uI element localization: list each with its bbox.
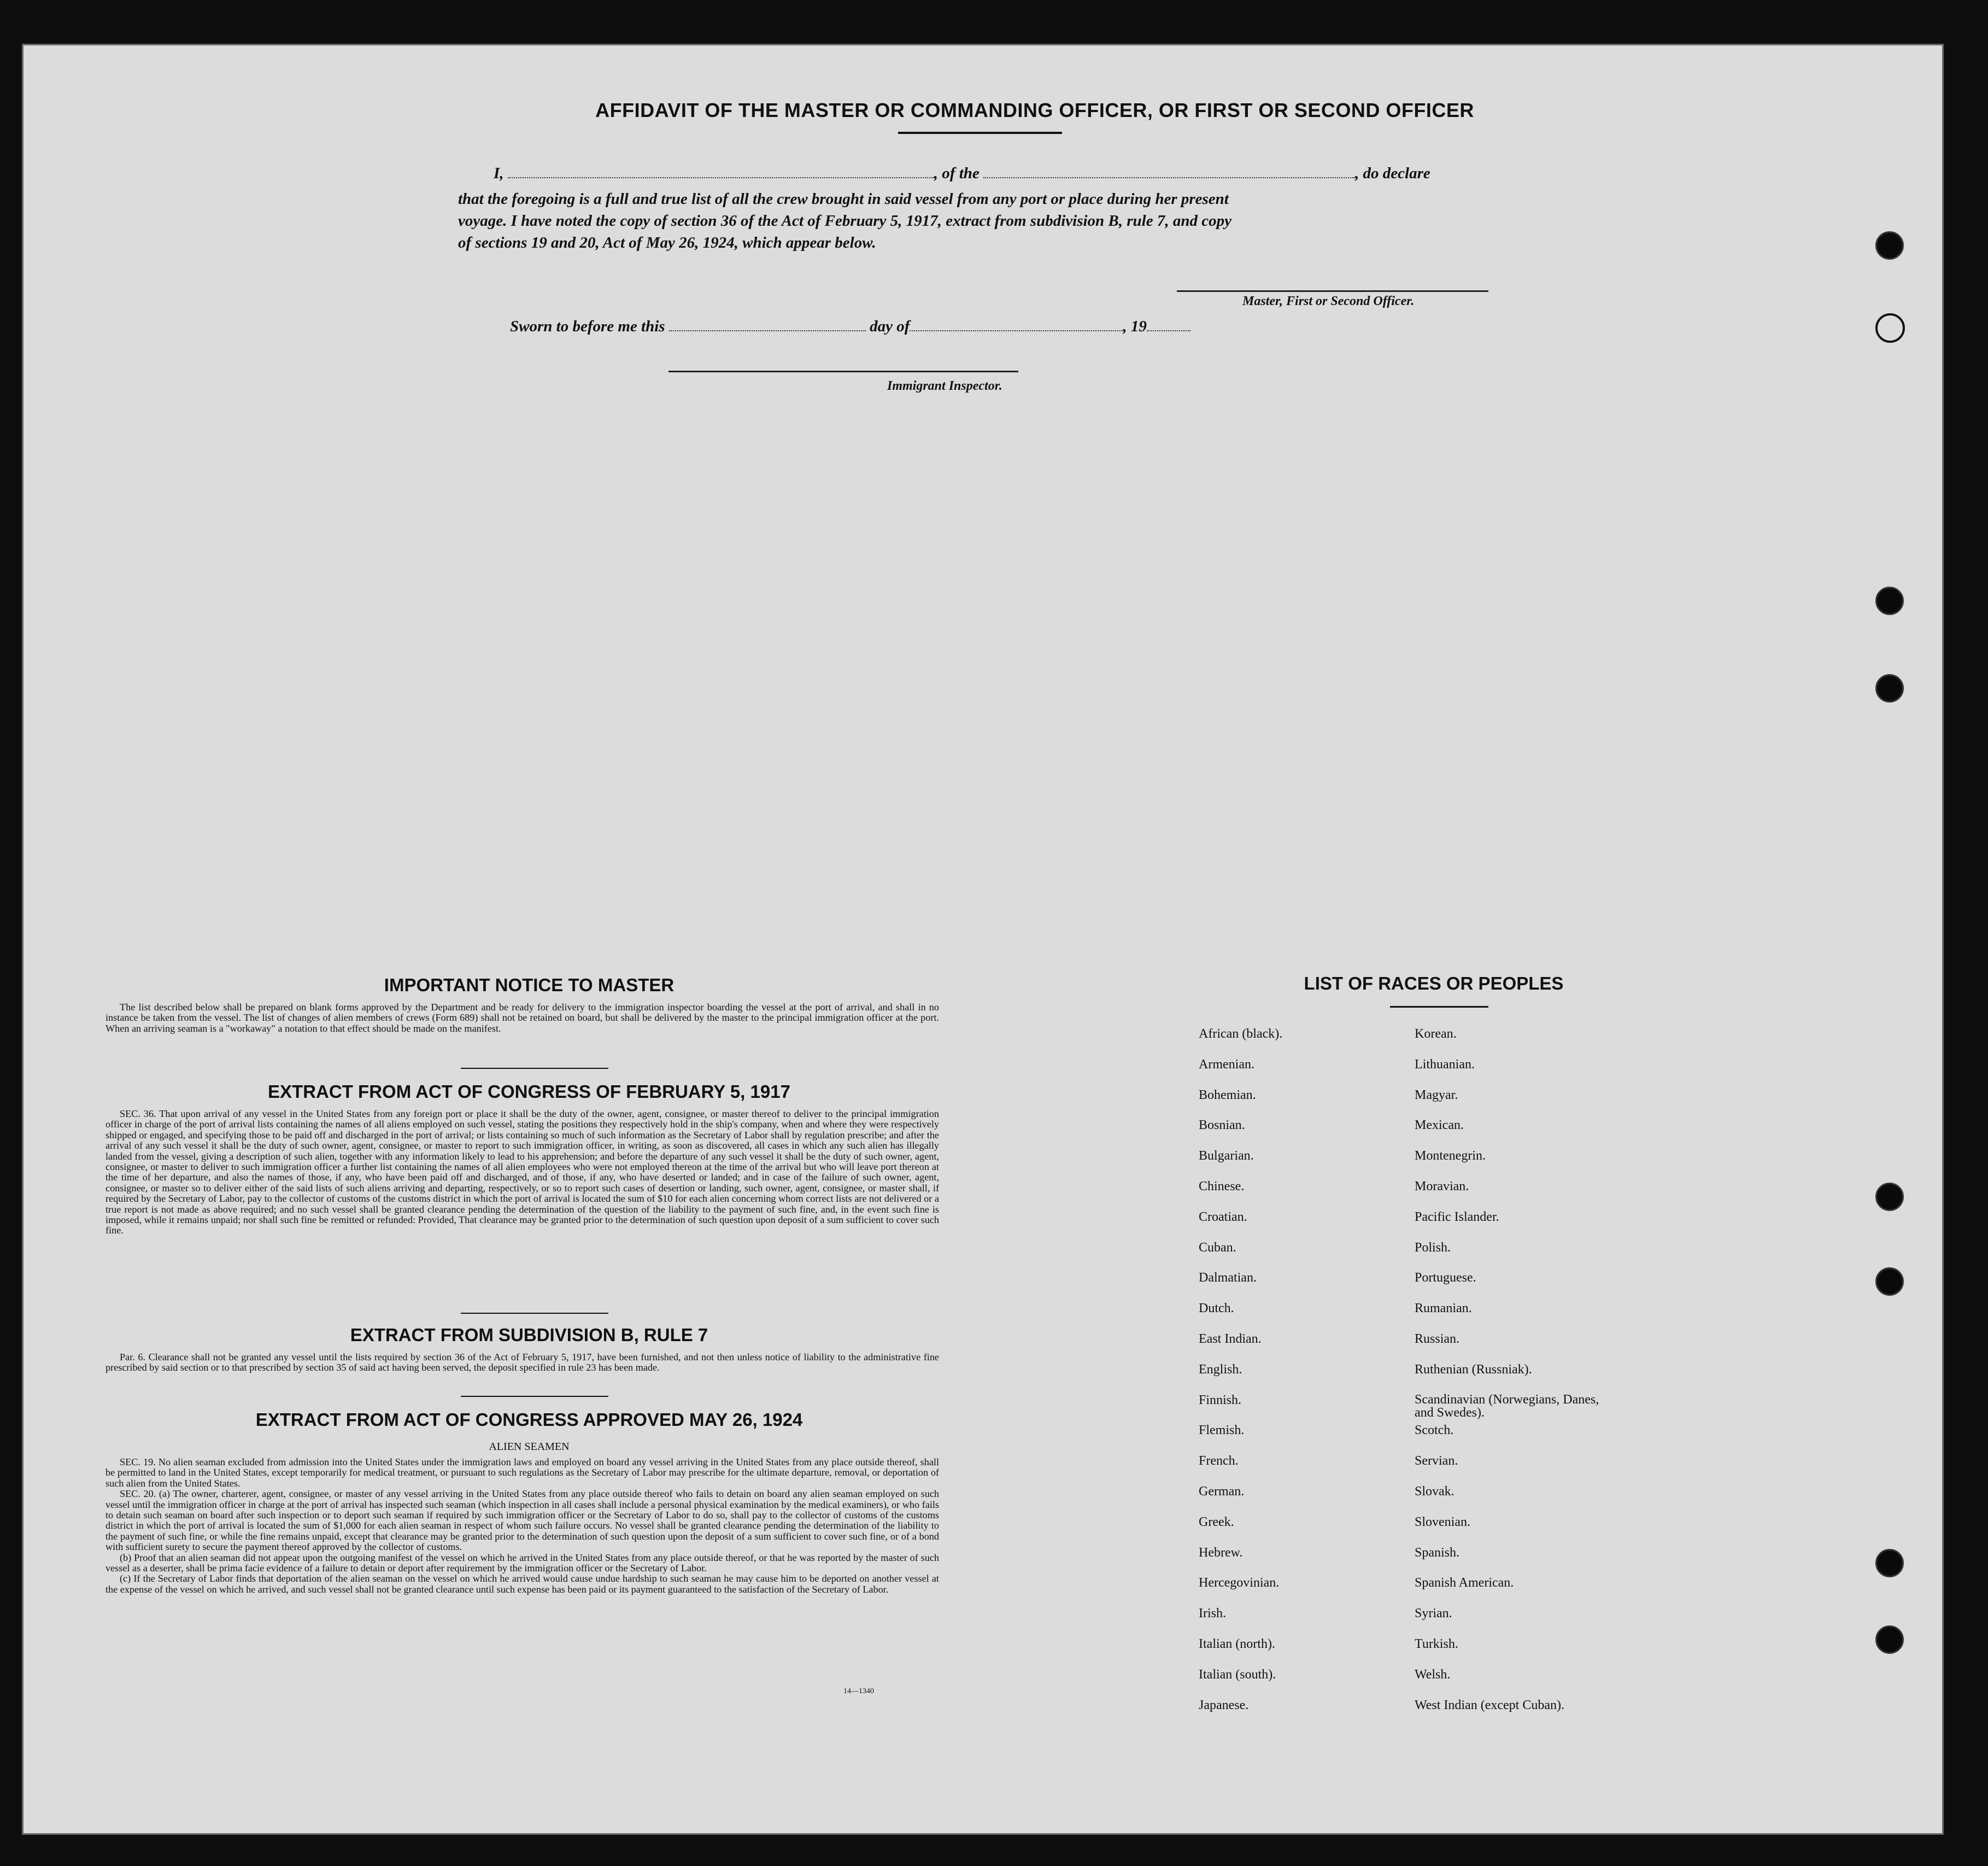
race-item: Chinese. xyxy=(1199,1179,1245,1194)
race-item: Spanish. xyxy=(1415,1545,1460,1560)
race-item: German. xyxy=(1199,1484,1245,1499)
race-item: Bulgarian. xyxy=(1199,1149,1254,1163)
races-title-rule xyxy=(1390,1006,1488,1008)
punch-hole xyxy=(1875,587,1904,615)
sec20b-paragraph: (b) Proof that an alien seaman did not appear upon the outgoing manifest of the vessel on which he arrived in the United States from any place outside thereof, or that he was reported by the master of such vessel as a deserter, shall be prima facie evidence of a failure to detain or deport after requirement by the immigration officer or the Secretary of Labor. xyxy=(105,1552,939,1574)
sworn-line xyxy=(510,318,1191,336)
sworn-month-field[interactable] xyxy=(910,330,1123,331)
race-item: Japanese. xyxy=(1199,1698,1249,1712)
race-item: Armenian. xyxy=(1199,1057,1254,1072)
punch-hole xyxy=(1875,674,1904,703)
race-item: Turkish. xyxy=(1415,1636,1458,1651)
race-item: Hercegovinian. xyxy=(1199,1576,1280,1590)
punch-hole xyxy=(1875,231,1904,260)
race-item: Scotch. xyxy=(1415,1423,1454,1438)
affidavit-i-label: I, xyxy=(494,165,504,182)
race-item: French. xyxy=(1199,1454,1239,1469)
race-item: Croatian. xyxy=(1199,1209,1247,1224)
race-item: Slovenian. xyxy=(1415,1514,1470,1529)
affidavit-title: AFFIDAVIT OF THE MASTER OR COMMANDING OFFICER, OR FIRST OR SECOND OFFICER xyxy=(595,99,1474,121)
sworn-day-field[interactable] xyxy=(669,330,866,331)
sec19-paragraph: SEC. 19. No alien seaman excluded from admission into the United States under the immigration laws and employed on board any vessel arriving in the United States from any place outside thereof, shall be permitted to land in the United States, except temporarily for medical treatment, or pursuant to such regulations as the Secretary of Labor may prescribe for the ultimate departure, removal, or deportation of such alien from the United States. xyxy=(105,1456,939,1489)
race-item: Magyar. xyxy=(1415,1087,1458,1102)
race-item: Dutch. xyxy=(1199,1301,1234,1316)
section-rule xyxy=(461,1068,608,1069)
race-item: East Indian. xyxy=(1199,1331,1262,1346)
extract-rule7-text xyxy=(105,1352,939,1373)
race-item: Syrian. xyxy=(1415,1606,1452,1621)
master-signature-line[interactable] xyxy=(1177,290,1488,292)
sec20c-paragraph: (c) If the Secretary of Labor finds that deportation of the alien seaman on the vessel on which he arrived would cause undue hardship to such seaman he may cause him to be deported on another vessel at the expense of the vessel on which he arrived, and such vessel shall not be granted clearance until such expense has been paid or its payment guaranteed to the satisfaction of the Secretary of Labor. xyxy=(105,1573,939,1595)
extract-1917-text xyxy=(105,1109,939,1236)
race-item: Dalmatian. xyxy=(1199,1271,1257,1285)
sec36-paragraph: SEC. 36. That upon arrival of any vessel in the United States from any foreign port or place it shall be the duty of the owner, agent, consignee, or master thereof to deliver to the principal immigration officer in charge of the port of arrival lists containing the names of all aliens employed on such vessel, stating the positions they respectively hold in the ship's company, when and where they were respectively shipped or engaged, and specifying those to be paid off and discharged in the port of arrival; or lists containing so much of such information as the Secretary of Labor shall by regulation prescribe; and after the arrival of any such vessel it shall be the duty of such owner, agent, consignee, or master to report to such immigration officer, in writing, as soon as discovered, all cases in which any such alien has illegally landed from the vessel, giving a description of such alien, together with any information likely to lead to his apprehension; and before the departure of any such vessel it shall be the duty of such owner, agent, consignee, or master to deliver to such immigration officer a further list containing the names of all alien employees who were not employed thereon at the time of the arrival but who will leave port thereon at the time of her departure, and also the names of those, if any, who have been paid off and discharged, and of those, if any, who have deserted or landed; and in case of the failure of such owner, agent, consignee, or master so to deliver either of the said lists of such aliens arriving and departing, respectively, or so to report such cases of desertion or landing, such owner, agent, consignee, or master shall, if required by the Secretary of Labor, pay to the collector of customs of the customs district in which the port of arrival is located the sum of $10 for each alien concerning whom correct lists are not delivered or a true report is not made as above required; and no such vessel shall be granted clearance pending the determination of the question of the liability to the payment of such fine, and, in the event such fine is imposed, while it remains unpaid; nor shall such fine be remitted or refunded: Provided, That clearance may be granted prior to the determination of such question upon deposit of a sum sufficient to cover such fine. xyxy=(105,1108,939,1236)
sworn-year-field[interactable] xyxy=(1147,330,1191,331)
races-left-column xyxy=(1199,1027,1406,1728)
race-item: Bohemian. xyxy=(1199,1087,1256,1102)
races-title: LIST OF RACES OR PEOPLES xyxy=(1304,973,1564,993)
race-item: English. xyxy=(1199,1362,1242,1377)
race-item: Irish. xyxy=(1199,1606,1226,1621)
race-item: Bosnian. xyxy=(1199,1118,1245,1133)
race-item: Montenegrin. xyxy=(1415,1149,1486,1163)
race-item: Hebrew. xyxy=(1199,1545,1243,1560)
race-item: Servian. xyxy=(1415,1454,1458,1469)
race-item: Lithuanian. xyxy=(1415,1057,1475,1072)
title-rule xyxy=(898,132,1062,134)
race-item: Cuban. xyxy=(1199,1240,1236,1255)
race-item: Flemish. xyxy=(1199,1423,1245,1438)
affidavit-declare-label: , do declare xyxy=(1355,165,1430,182)
races-right-column xyxy=(1415,1027,1644,1728)
affidavit-declaration-line xyxy=(494,165,1430,183)
race-item: West Indian (except Cuban). xyxy=(1415,1698,1564,1712)
race-item: Portuguese. xyxy=(1415,1271,1476,1285)
punch-hole xyxy=(1875,313,1905,343)
section-rule xyxy=(461,1313,608,1314)
race-item: Greek. xyxy=(1199,1514,1234,1529)
affidavit-text-line: of sections 19 and 20, Act of May 26, 1924, which appear below. xyxy=(458,234,876,251)
vessel-field[interactable] xyxy=(983,177,1355,178)
notice-text xyxy=(105,1002,939,1034)
extract-1924-title: EXTRACT FROM ACT OF CONGRESS APPROVED MAY 26, 1924 xyxy=(255,1409,803,1430)
notice-paragraph: The list described below shall be prepared on blank forms approved by the Department and be ready for delivery to the immigration inspector boarding the vessel at the port of arrival, and shall in no instance be taken from the vessel. The list of changes of alien members of crews (Form 689) shall not be retained on board, but shall be delivered by the master to the principal immigration officer at the port. When an arriving seaman is a "workaway" a notation to that effect should be made on the manifest. xyxy=(105,1002,939,1034)
race-item: Polish. xyxy=(1415,1240,1451,1255)
inspector-caption: Immigrant Inspector. xyxy=(887,379,1002,393)
extract-1924-text xyxy=(105,1457,939,1595)
punch-hole xyxy=(1875,1267,1904,1296)
notice-title: IMPORTANT NOTICE TO MASTER xyxy=(384,975,675,995)
sec20a-paragraph: SEC. 20. (a) The owner, charterer, agent, consignee, or master of any vessel arriving in the United States from any place outside thereof who fails to detain on board any alien seaman employed on such vessel until the immigration officer in charge at the port of arrival has inspected such seaman (which inspection in all cases shall include a personal physical examination by the medical examiners), or who fails to detain such seaman on board after such inspection or to deport such seaman if required by such immigration officer or the Secretary of Labor to do so, shall pay to the collector of customs of the customs district in which the port of arrival is located the sum of $1,000 for each alien seaman in respect of whom such failure occurs. No vessel shall be granted clearance pending the determination of the liability to the payment of such fine, or while the fine remains unpaid, except that clearance may be granted prior to the determination of such question upon the deposit of a sum sufficient to cover such fine, or of a bond with sufficient surety to secure the payment thereof approved by the collector of customs. xyxy=(105,1488,939,1553)
name-field[interactable] xyxy=(508,177,934,178)
day-of-label: day of xyxy=(870,318,910,335)
race-item: Italian (north). xyxy=(1199,1636,1275,1651)
race-item: Ruthenian (Russniak). xyxy=(1415,1362,1532,1377)
year-label: , 19 xyxy=(1123,318,1147,335)
affidavit-text-line: that the foregoing is a full and true list of all the crew brought in said vessel from any port or place during her present xyxy=(458,190,1229,208)
rule7-paragraph: Par. 6. Clearance shall not be granted any vessel until the lists required by section 36 of the Act of February 5, 1917, have been furnished, and not then unless notice of liability to the administrative fine prescribed by said section or to that prescribed by section 35 of said act having been served, the deposit specified in rule 23 has been made. xyxy=(105,1352,939,1373)
race-item: Korean. xyxy=(1415,1027,1457,1041)
race-item: Italian (south). xyxy=(1199,1667,1276,1682)
document-sheet xyxy=(22,44,1944,1835)
race-item: African (black). xyxy=(1199,1027,1283,1041)
affidavit-of-the-label: , of the xyxy=(934,165,980,182)
inspector-signature-line[interactable] xyxy=(668,371,1018,372)
race-item: Moravian. xyxy=(1415,1179,1469,1194)
affidavit-text-line: voyage. I have noted the copy of section 36 of the Act of February 5, 1917, extract from subdivision B, rule 7, and copy xyxy=(458,212,1231,230)
race-item: Slovak. xyxy=(1415,1484,1455,1499)
section-rule xyxy=(461,1396,608,1397)
punch-hole xyxy=(1875,1549,1904,1577)
alien-seamen-subtitle: ALIEN SEAMEN xyxy=(489,1441,570,1453)
race-item: Pacific Islander. xyxy=(1415,1209,1499,1224)
master-caption: Master, First or Second Officer. xyxy=(1242,294,1415,308)
sworn-label: Sworn to before me this xyxy=(510,318,665,335)
punch-hole xyxy=(1875,1625,1904,1654)
race-item: Spanish American. xyxy=(1415,1576,1514,1590)
race-item: Rumanian. xyxy=(1415,1301,1472,1316)
race-item: Mexican. xyxy=(1415,1118,1464,1133)
form-code: 14—1340 xyxy=(843,1687,874,1695)
extract-rule7-title: EXTRACT FROM SUBDIVISION B, RULE 7 xyxy=(350,1325,708,1345)
race-item: Scandinavian (Norwegians, Danes, and Swedes). xyxy=(1415,1392,1599,1420)
race-item: Russian. xyxy=(1415,1331,1460,1346)
race-item: Welsh. xyxy=(1415,1667,1451,1682)
punch-hole xyxy=(1875,1183,1904,1211)
race-item: Finnish. xyxy=(1199,1393,1242,1407)
extract-1917-title: EXTRACT FROM ACT OF CONGRESS OF FEBRUARY 5, 1917 xyxy=(268,1081,790,1102)
